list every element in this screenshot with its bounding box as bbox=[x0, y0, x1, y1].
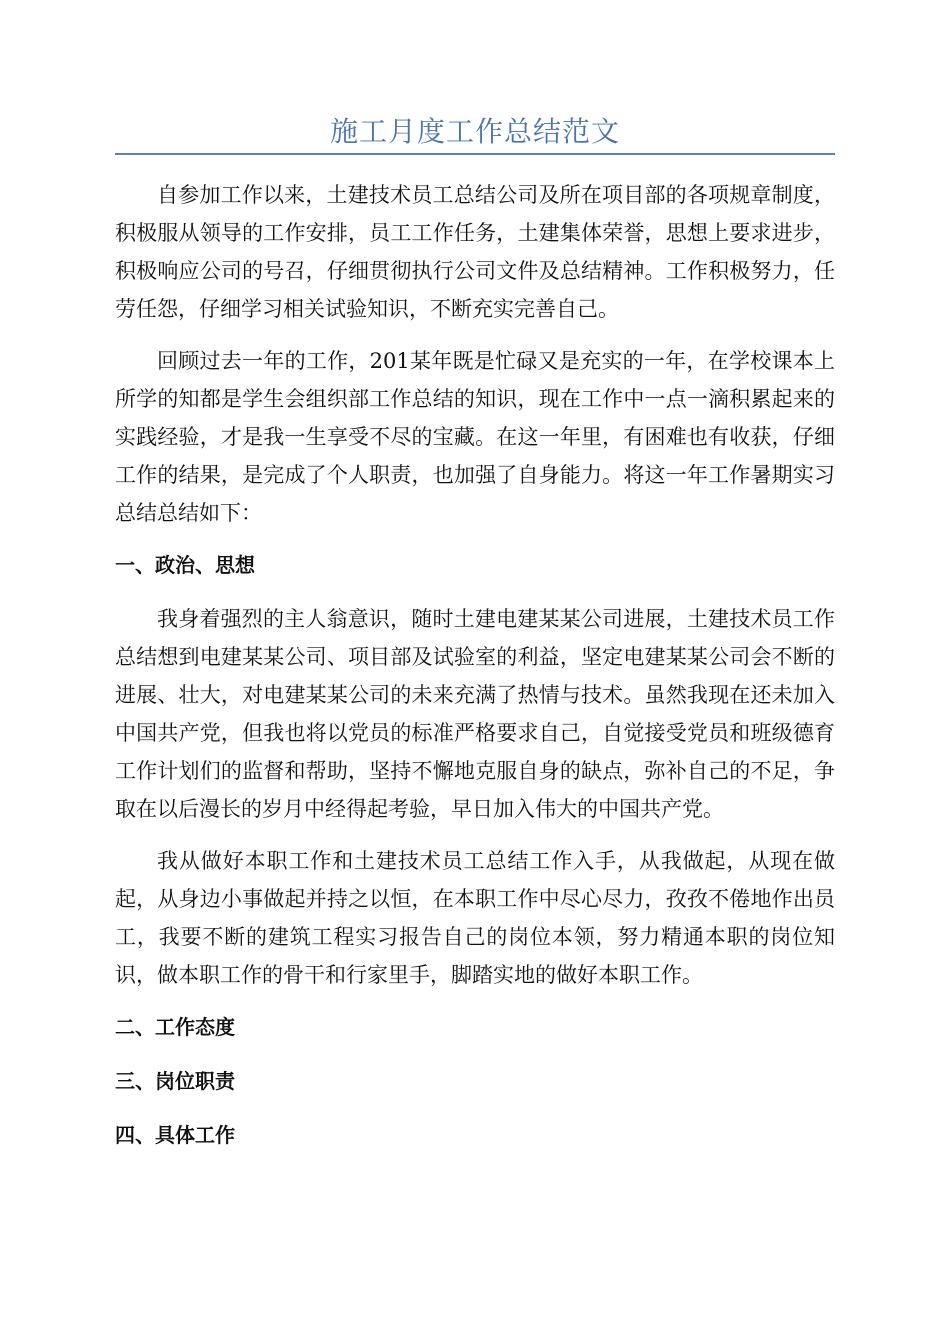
section-heading-responsibility: 三、岗位职责 bbox=[115, 1069, 235, 1093]
section-heading-attitude: 二、工作态度 bbox=[115, 1015, 235, 1039]
document-title: 施工月度工作总结范文 bbox=[329, 115, 620, 148]
document-body bbox=[115, 176, 835, 1170]
paragraph-intro: 自参加工作以来，土建技术员工总结公司及所在项目部的各项规章制度，积极服从领导的工作安排，员工工作任务，土建集体荣誉，思想上要求进步，积极响应公司的号召，仔细贯彻执行公司文件及总结精神。工作积极努力，任劳任怨，仔细学习相关试验知识，不断充实完善自己。 bbox=[115, 183, 835, 321]
paragraph-review: 回顾过去一年的工作，201某年既是忙碌又是充实的一年，在学校课本上所学的知都是学生会组织部工作总结的知识，现在工作中一点一滴积累起来的实践经验，才是我一生享受不尽的宝藏。在这一年里，有困难也有收获，仔细工作的结果，是完成了个人职责，也加强了自身能力。将这一年工作暑期实习总结总结如下： bbox=[115, 349, 835, 525]
paragraph-duty: 我从做好本职工作和土建技术员工总结工作入手，从我做起，从现在做起，从身边小事做起并持之以恒，在本职工作中尽心尽力，孜孜不倦地作出员工，我要不断的建筑工程实习报告自己的岗位本领，努力精通本职的岗位知识，做本职工作的骨干和行家里手，脚踏实地的做好本职工作。 bbox=[115, 849, 835, 987]
section-heading-specific-work: 四、具体工作 bbox=[115, 1123, 235, 1147]
title-underline bbox=[115, 153, 835, 155]
section-heading-politics: 一、政治、思想 bbox=[115, 553, 255, 577]
paragraph-politics: 我身着强烈的主人翁意识，随时土建电建某某公司进展，土建技术员工作总结想到电建某某公司、项目部及试验室的利益，坚定电建某某公司会不断的进展、壮大，对电建某某公司的未来充满了热情与技术。虽然我现在还未加入中国共产党，但我也将以党员的标准严格要求自己，自觉接受党员和班级德育工作计划们的监督和帮助，坚持不懈地克服自身的缺点，弥补自己的不足，争取在以后漫长的岁月中经得起考验，早日加入伟大的中国共产党。 bbox=[115, 607, 835, 821]
